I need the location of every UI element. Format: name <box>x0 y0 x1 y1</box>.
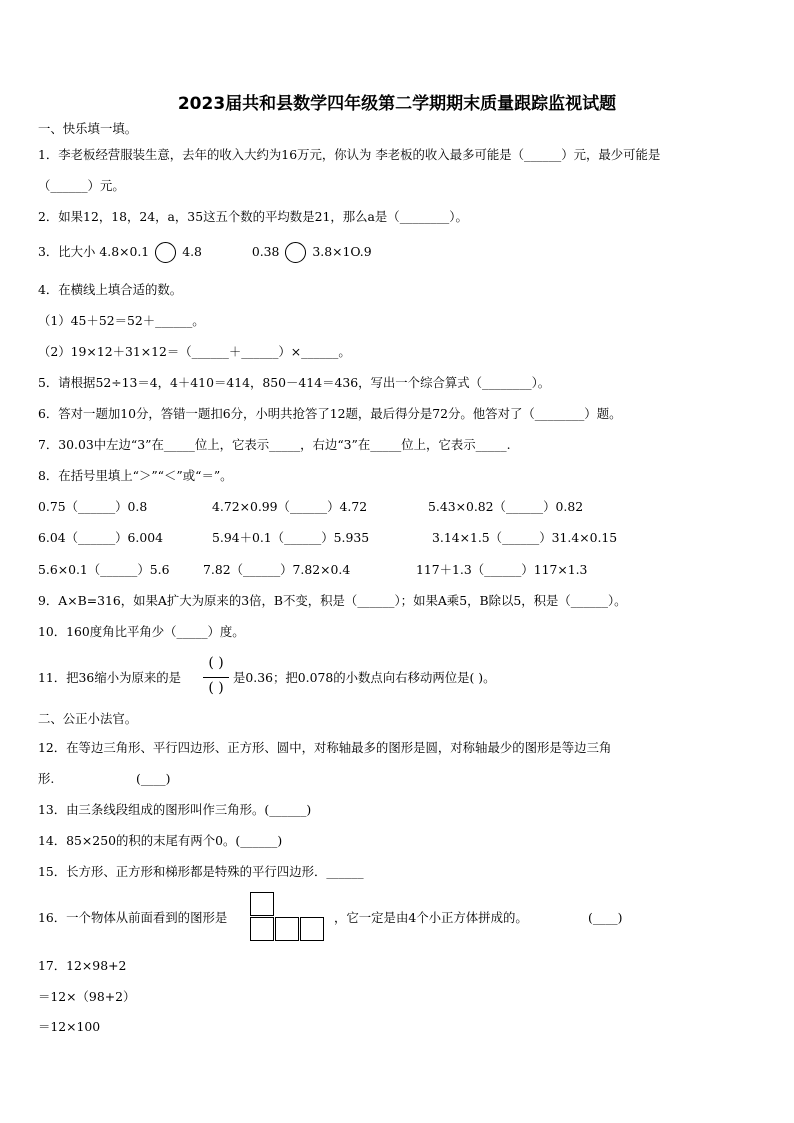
question-8: 8．在括号里填上“＞”“＜”或“＝”。 <box>38 468 233 483</box>
question-3 <box>38 242 372 263</box>
question-2: 2．如果12，18，24，a，35这五个数的平均数是21，那么a是（________）。 <box>38 209 468 224</box>
q8-item: 5.43×0.82（______）0.82 <box>428 499 584 514</box>
shape-cell <box>250 917 274 941</box>
q8-item: 3.14×1.5（______）31.4×0.15 <box>432 530 618 545</box>
fraction-blank[interactable] <box>201 655 231 701</box>
q8-item: 5.6×0.1（______）5.6 <box>38 562 170 577</box>
question-14: 14．85×250的积的末尾有两个0。(______) <box>38 833 283 848</box>
question-17-line-1: 17．12×98+2 <box>38 958 127 973</box>
front-view-shape <box>250 892 328 944</box>
question-7: 7．30.03中左边“3”在_____位上，它表示_____，右边“3”在_____位上，它表示_____. <box>38 437 511 452</box>
q8-item: 7.82（______）7.82×0.4 <box>203 562 351 577</box>
compare-circle-2[interactable] <box>285 242 306 263</box>
question-10: 10．160度角比平角少（_____）度。 <box>38 624 245 639</box>
q8-item: 0.75（______）0.8 <box>38 499 148 514</box>
q3-expr-2: 3.8×1O.9 <box>312 244 372 259</box>
shape-cell <box>250 892 274 916</box>
fraction-bar <box>203 677 229 678</box>
question-16-part-1: 16．一个物体从前面看到的图形是 <box>38 910 228 925</box>
question-6: 6．答对一题加10分，答错一题扣6分，小明共抢答了12题，最后得分是72分。他答对了（________）题。 <box>38 406 622 421</box>
question-17-line-3: ＝12×100 <box>38 1019 101 1034</box>
question-15: 15．长方形、正方形和梯形都是特殊的平行四边形．______ <box>38 864 364 879</box>
shape-cell <box>300 917 324 941</box>
question-12-line-1: 12．在等边三角形、平行四边形、正方形、圆中，对称轴最多的图形是圆，对称轴最少的图形是等边三角 <box>38 740 612 755</box>
q3-value-1: 4.8 <box>182 244 202 259</box>
question-16-part-2: ，它一定是由4个小正方体拼成的。 <box>334 910 528 925</box>
section-2-heading: 二、公正小法官。 <box>38 711 138 726</box>
fraction-denominator: ( ) <box>208 680 224 696</box>
q8-item: 4.72×0.99（______）4.72 <box>212 499 368 514</box>
question-1-line-1: 1．李老板经营服装生意，去年的收入大约为16万元，你认为 李老板的收入最多可能是（______）元，最少可能是 <box>38 147 661 162</box>
fraction-numerator: ( ) <box>208 655 224 671</box>
q3-expr-1: 3．比大小 4.8×0.1 <box>38 244 150 259</box>
q12-answer-paren[interactable]: (____) <box>136 771 171 786</box>
q8-item: 5.94＋0.1（______）5.935 <box>212 530 370 545</box>
q8-item: 6.04（______）6.004 <box>38 530 164 545</box>
section-1-heading: 一、快乐填一填。 <box>38 121 138 136</box>
question-4-part-1: （1）45＋52＝52＋______。 <box>38 313 205 328</box>
question-17-line-2: ＝12×（98+2） <box>38 989 136 1004</box>
shape-cell <box>275 917 299 941</box>
question-11-part-1: 11．把36缩小为原来的是 <box>38 670 182 685</box>
question-9: 9．A×B=316，如果A扩大为原来的3倍，B不变，积是（______）；如果A乘5，B除以5，积是（______）。 <box>38 593 627 608</box>
question-11-part-2: 是0.36；把0.078的小数点向右移动两位是( )。 <box>233 670 496 685</box>
question-12-line-2: 形. <box>38 771 55 786</box>
question-5: 5．请根据52÷13＝4，4＋410＝414，850－414＝436，写出一个综合算式（________）。 <box>38 375 551 390</box>
question-13: 13．由三条线段组成的图形叫作三角形。(______) <box>38 802 312 817</box>
q16-answer-paren[interactable]: (____) <box>588 910 623 925</box>
question-4-part-2: （2）19×12＋31×12＝（______＋______）×______。 <box>38 344 351 359</box>
page-title: 2023届共和县数学四年级第二学期期末质量跟踪监视试题 <box>177 94 617 114</box>
q3-value-2: 0.38 <box>251 244 280 259</box>
question-1-line-2: （______）元。 <box>38 178 125 193</box>
question-4: 4．在横线上填合适的数。 <box>38 282 183 297</box>
compare-circle-1[interactable] <box>155 242 176 263</box>
q8-item: 117＋1.3（______）117×1.3 <box>416 562 588 577</box>
